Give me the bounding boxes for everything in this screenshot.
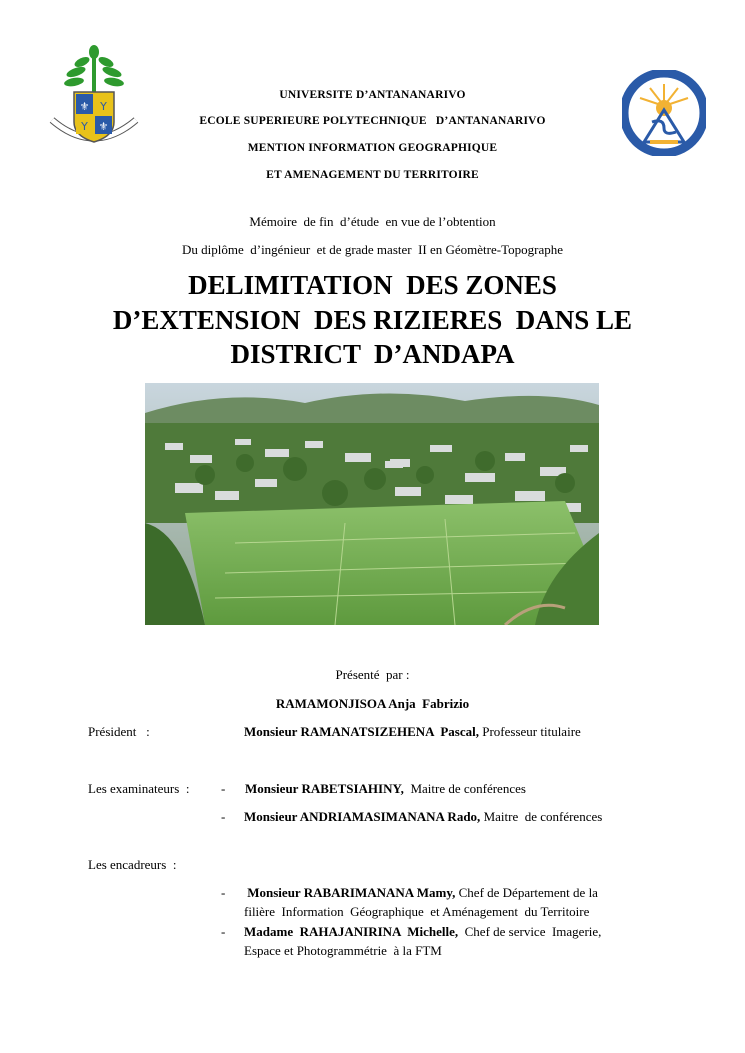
svg-text:⚜: ⚜ — [98, 120, 109, 133]
supervisor-2-dash: - — [221, 924, 226, 939]
svg-text:⚜: ⚜ — [79, 100, 90, 113]
examiner-1-name: Monsieur RABETSIAHINY, — [245, 781, 404, 796]
thesis-title-line-2: D’EXTENSION DES RIZIERES DANS LE — [112, 305, 633, 335]
supervisor-2-title-1: Chef de service Imagerie, — [458, 924, 602, 939]
president-label: Président : — [88, 724, 150, 739]
examiner-2-name: Monsieur ANDRIAMASIMANANA Rado, — [244, 809, 481, 824]
supervisor-1-title-1: Chef de Département de la — [455, 885, 598, 900]
examiners-label: Les examinateurs : — [88, 781, 190, 796]
examiner-2-title: Maitre de conférences — [480, 809, 603, 824]
university-name: UNIVERSITE D’ANTANANARIVO — [279, 89, 466, 101]
school-name: ECOLE SUPERIEURE POLYTECHNIQUE D’ANTANANARIVO — [199, 115, 546, 127]
supervisor-2-line-1 — [244, 924, 601, 940]
president-entry — [244, 724, 581, 740]
supervisor-2-title-2: Espace et Photogrammétrie à la FTM — [244, 943, 442, 958]
mention-line-1: MENTION INFORMATION GEOGRAPHIQUE — [247, 142, 498, 154]
thesis-purpose-line-1: Mémoire de fin d’étude en vue de l’obtention — [249, 214, 496, 229]
rice-fields-photo — [145, 383, 599, 625]
examiner-2 — [244, 809, 602, 825]
svg-text:Y: Y — [81, 120, 88, 133]
supervisor-1-dash: - — [221, 885, 226, 900]
mention-line-2: ET AMENAGEMENT DU TERRITOIRE — [266, 169, 479, 181]
examiner-1-dash: - — [221, 781, 226, 796]
presented-by-label: Présenté par : — [335, 667, 410, 682]
thesis-title-line-1: DELIMITATION DES ZONES — [188, 270, 557, 300]
supervisor-1-name: Monsieur RABARIMANANA Mamy, — [244, 885, 456, 900]
author-name: RAMAMONJISOA Anja Fabrizio — [275, 696, 470, 711]
supervisor-1-title-2: filière Information Géographique et Aménagement du Territoire — [244, 904, 590, 919]
examiner-1-title: Maitre de conférences — [403, 781, 526, 796]
president-title: Professeur titulaire — [478, 724, 581, 739]
supervisors-label: Les encadreurs : — [88, 857, 177, 872]
supervisor-1-line-1 — [244, 885, 657, 901]
examiner-1 — [245, 781, 526, 797]
svg-text:Y: Y — [100, 100, 107, 113]
thesis-purpose-line-2: Du diplôme d’ingénieur et de grade master II en Géomètre-Topographe — [182, 242, 563, 257]
president-name: Monsieur RAMANATSIZEHENA Pascal, — [244, 724, 479, 739]
supervisor-2-name: Madame RAHAJANIRINA Michelle, — [244, 924, 459, 939]
examiner-2-dash: - — [221, 809, 226, 824]
thesis-title-line-3: DISTRICT D’ANDAPA — [230, 339, 515, 369]
